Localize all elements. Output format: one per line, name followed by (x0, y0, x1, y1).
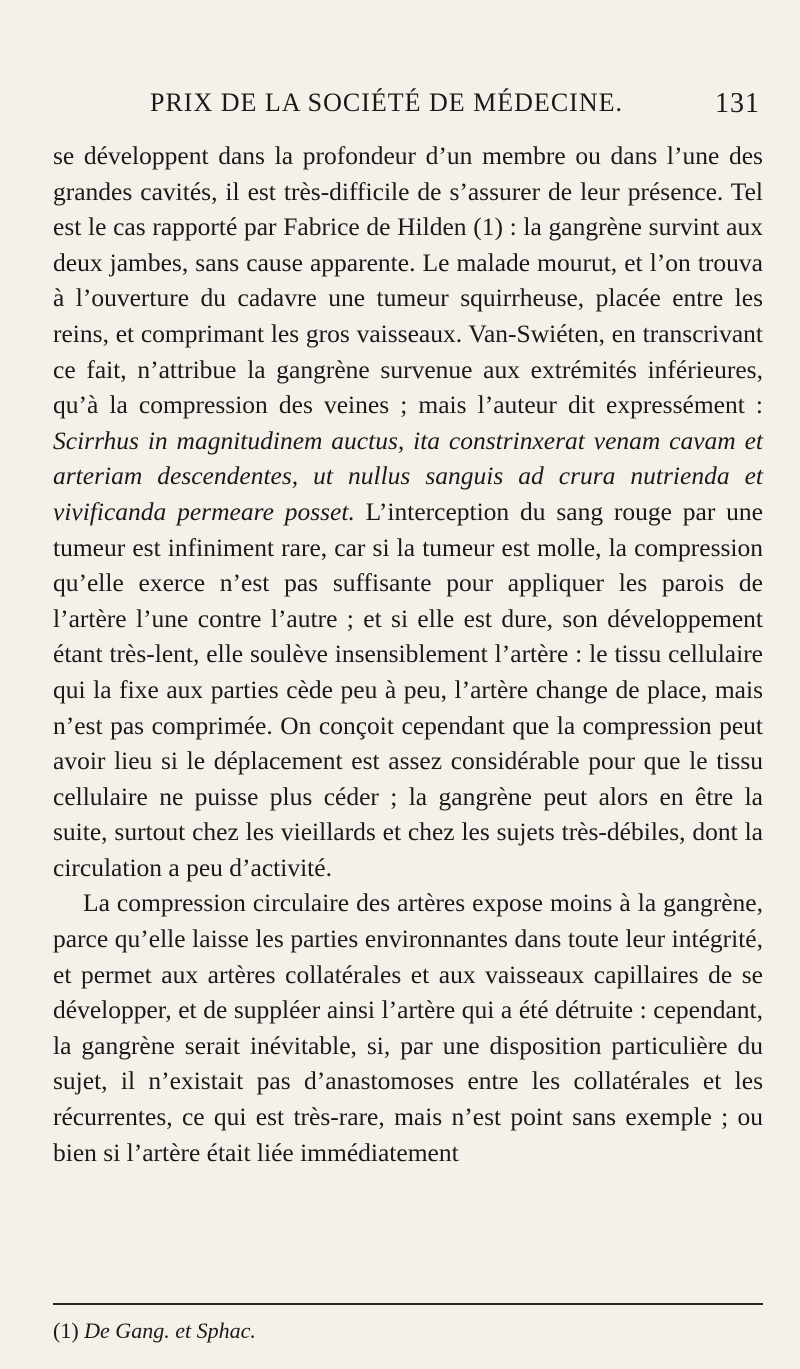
latin-quotation: Scirrhus in magnitudinem auctus, ita constrinxerat venam cavam et arteriam descendentes, ut nullus sanguis ad crura nutrienda et vivificanda permeare posset. (53, 425, 763, 526)
body-text (53, 138, 763, 1170)
footnote-marker: (1) (53, 1318, 79, 1343)
running-header (150, 88, 780, 128)
running-title: PRIX DE LA SOCIÉTÉ DE MÉDECINE. (150, 88, 623, 117)
paragraph-2 (53, 885, 763, 1170)
footnote-divider (53, 1303, 763, 1305)
text-segment: L’interception du sang rouge par une tumeur est infiniment rare, car si la tumeur est molle, la compression qu’elle exerce n’est pas suffisante pour appliquer les parois de l’artère l’une contre l’autre ; et si elle est dure, son développement étant très-lent, elle soulève insensiblement l’artère : le tissu cellulaire qui la fixe aux parties cède peu à peu, l’artère change de place, mais n’est pas comprimée. On conçoit cependant que la compression peut avoir lieu si le déplacement est assez considérable pour que le tissu cellulaire ne puisse plus céder ; la gangrène peut alors en être la suite, surtout chez les vieillards et chez les sujets très-débiles, dont la circulation a peu d’activité. (53, 496, 763, 882)
text-segment: La compression circulaire des artères expose moins à la gangrène, parce qu’elle laisse les parties environnantes dans toute leur intégrité, et permet aux artères collatérales et aux vaisseaux capillaires de se développer, et de suppléer ainsi l’artère qui a été détruite : cependant, la gangrène serait inévitable, si, par une disposition particulière du sujet, il n’existait pas d’anastomoses entre les collatérales et les récurrentes, ce qui est très-rare, mais n’est point sans exemple ; ou bien si l’artère était liée immédiatement (53, 888, 763, 1167)
text-segment: se développent dans la profondeur d’un membre ou dans l’une des grandes cavités, il est très-difficile de s’assurer de leur présence. Tel est le cas rapporté par Fabrice de Hilden (1) : la gangrène survint aux deux jambes, sans cause apparente. Le malade mourut, et l’on trouva à l’ouverture du cadavre une tumeur squirrheuse, placée entre les reins, et comprimant les gros vaisseaux. Van-Swiéten, en transcrivant ce fait, n’attribue la gangrène survenue aux extrémités inférieures, qu’à la compression des veines ; mais l’auteur dit expressément : (53, 141, 763, 420)
footnote-text: De Gang. et Sphac. (84, 1318, 256, 1343)
footnote (53, 1318, 256, 1344)
paragraph-1 (53, 138, 763, 885)
page-number: 131 (715, 88, 760, 119)
